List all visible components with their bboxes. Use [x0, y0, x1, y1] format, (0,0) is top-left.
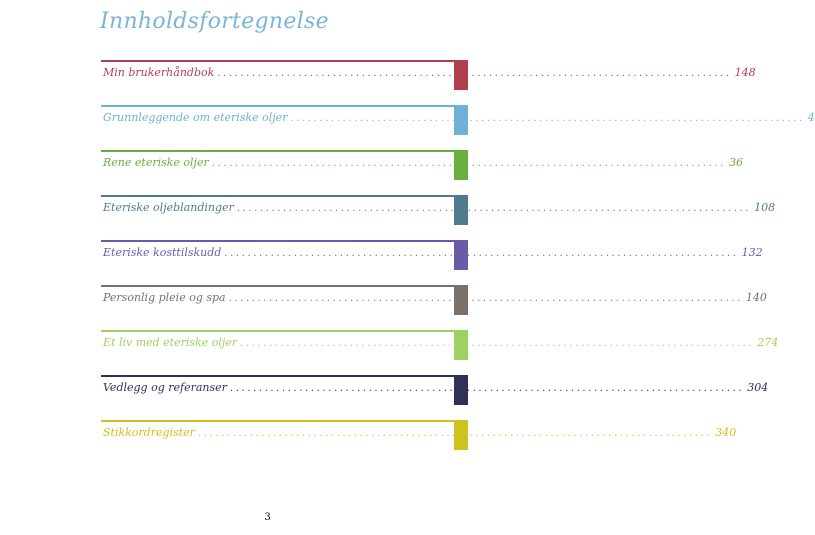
entry-leader-dots: .........................................................................................	[224, 248, 739, 259]
toc-entry[interactable]	[101, 195, 776, 225]
toc-entry[interactable]	[101, 150, 744, 180]
entry-label: Eteriske oljeblandinger	[103, 201, 234, 214]
entry-text	[103, 156, 744, 171]
entry-page-number: 4	[807, 111, 815, 124]
entry-page-number: 108	[754, 201, 776, 214]
toc-entry[interactable]	[101, 240, 763, 270]
toc-entry[interactable]	[101, 375, 769, 405]
entry-rule	[101, 420, 468, 422]
entry-label: Rene eteriske oljer	[103, 156, 209, 169]
entry-leader-dots: .........................................................................................	[211, 158, 727, 169]
entry-text	[103, 381, 769, 396]
entry-page-number: 274	[757, 336, 779, 349]
entry-leader-dots: .........................................................................................	[229, 383, 745, 394]
entry-label: Grunnleggende om eteriske oljer	[103, 111, 288, 124]
entry-rule	[101, 105, 468, 107]
entry-page-number: 304	[747, 381, 769, 394]
entry-text	[103, 201, 776, 216]
entry-text	[103, 246, 763, 261]
entry-rule	[101, 330, 468, 332]
toc-entry[interactable]	[101, 60, 756, 90]
toc-entry[interactable]	[101, 420, 737, 450]
entry-leader-dots: .........................................................................................	[217, 68, 732, 79]
entry-rule	[101, 285, 468, 287]
entry-leader-dots: .........................................................................................	[290, 113, 805, 124]
toc-entry[interactable]	[101, 105, 815, 135]
entry-page-number: 148	[734, 66, 756, 79]
entry-text	[103, 336, 779, 351]
toc-entry[interactable]	[101, 285, 767, 315]
entry-rule	[101, 150, 468, 152]
entry-leader-dots: .........................................................................................	[236, 203, 752, 214]
entry-rule	[101, 195, 468, 197]
entry-label: Eteriske kosttilskudd	[103, 246, 222, 259]
entry-label: Et liv med eteriske oljer	[103, 336, 238, 349]
entry-text	[103, 111, 815, 126]
toc-entry[interactable]	[101, 330, 779, 360]
entry-label: Personlig pleie og spa	[103, 291, 226, 304]
entry-text	[103, 291, 767, 306]
entry-page-number: 340	[715, 426, 737, 439]
entry-page-number: 140	[745, 291, 767, 304]
entry-leader-dots: .........................................................................................	[240, 338, 755, 349]
page-number: 3	[264, 512, 271, 523]
entry-page-number: 132	[741, 246, 763, 259]
entry-label: Min brukerhåndbok	[103, 66, 215, 79]
entry-text	[103, 66, 756, 81]
entry-label: Stikkordregister	[103, 426, 195, 439]
entry-page-number: 36	[729, 156, 744, 169]
entry-leader-dots: .........................................................................................	[197, 428, 713, 439]
entry-text	[103, 426, 737, 441]
entry-rule	[101, 60, 468, 62]
page-title: Innholdsfortegnelse	[100, 9, 329, 34]
entry-rule	[101, 240, 468, 242]
entry-leader-dots: .........................................................................................	[228, 293, 743, 304]
entry-label: Vedlegg og referanser	[103, 381, 227, 394]
entry-rule	[101, 375, 468, 377]
